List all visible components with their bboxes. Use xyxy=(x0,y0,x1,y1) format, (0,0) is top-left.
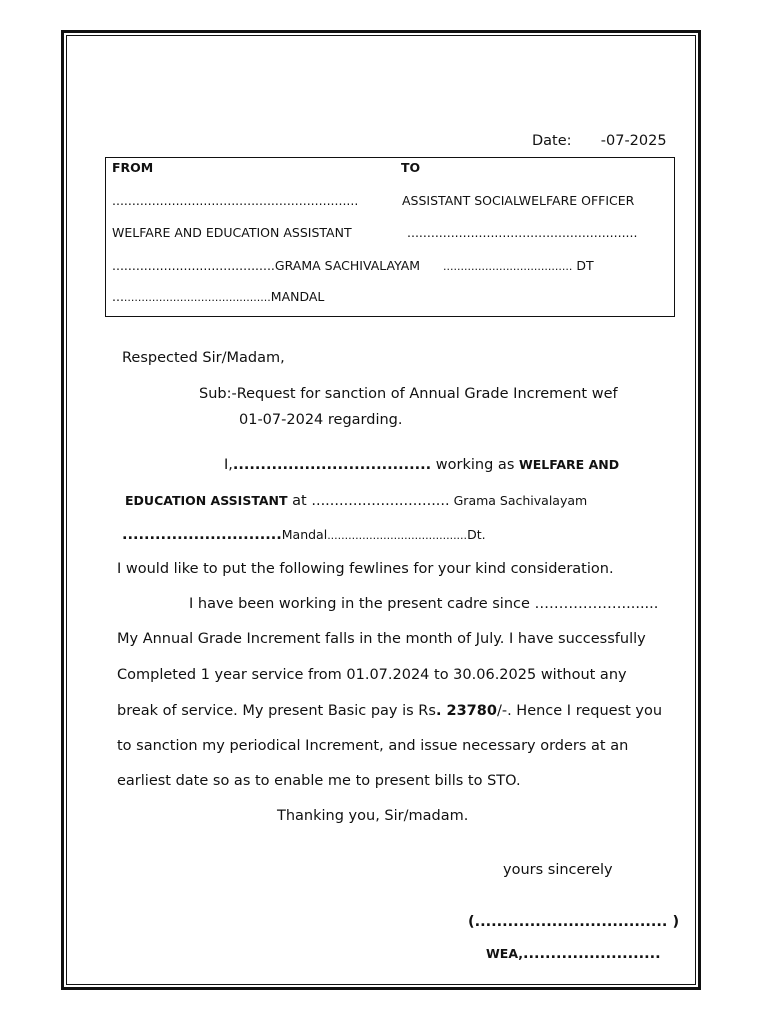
to-district xyxy=(443,260,594,273)
date-value: -07-2025 xyxy=(600,133,667,149)
intro-grama: Grama Sachivalayam xyxy=(449,493,588,508)
body-line-5-a: break of service. My present Basic pay is Rs xyxy=(117,703,436,719)
to-place-dots: .......................................................... xyxy=(407,225,638,240)
date-label: Date: xyxy=(532,133,572,149)
body-line-2-dots: ………………........ xyxy=(534,596,659,612)
intro-dt-dots: ........................................ xyxy=(327,529,468,542)
intro-at-dots: .............................. xyxy=(311,493,450,509)
subject-line-1: Sub:-Request for sanction of Annual Grade Increment wef xyxy=(199,386,618,402)
intro-designation-2: EDUCATION ASSISTANT xyxy=(125,493,288,508)
intro-line-1 xyxy=(224,458,619,473)
from-mandal-dots-a: ... xyxy=(112,289,124,304)
body-line-2 xyxy=(189,597,658,612)
intro-mandal: Mandal xyxy=(281,527,328,542)
intro-mandal-dots: ............................. xyxy=(122,527,282,543)
intro-working-as: working as xyxy=(431,457,519,473)
wea-label: WEA, xyxy=(486,946,523,961)
intro-line-3 xyxy=(122,528,486,543)
thanking-line: Thanking you, Sir/madam. xyxy=(277,808,469,824)
basic-pay-amount: . 23780 xyxy=(435,703,497,719)
from-name-dots: .............................................................. xyxy=(112,193,359,208)
to-district-text: DT xyxy=(576,258,594,273)
from-mandal xyxy=(112,291,324,304)
from-designation: WELFARE AND EDUCATION ASSISTANT xyxy=(112,225,352,240)
to-officer: ASSISTANT SOCIALWELFARE OFFICER xyxy=(402,193,635,208)
intro-line-2 xyxy=(125,494,587,509)
intro-name-dots: .................................... xyxy=(232,457,432,473)
signature-placeholder: (................................... ) xyxy=(468,914,680,930)
intro-at: at xyxy=(287,493,312,509)
body-line-7: earliest date so as to enable me to present bills to STO. xyxy=(117,773,521,789)
subject-line-2: 01-07-2024 regarding. xyxy=(239,412,403,428)
body-line-1: I would like to put the following fewlines for your kind consideration. xyxy=(117,561,614,577)
wea-dots: ......................... xyxy=(522,946,661,962)
from-mandal-dots-b: .......................................... xyxy=(123,291,271,304)
from-sachivalayam-dots: ......................................... xyxy=(112,258,275,273)
body-line-3: My Annual Grade Increment falls in the month of July. I have successfully xyxy=(117,631,646,647)
from-sachivalayam-text: GRAMA SACHIVALAYAM xyxy=(274,258,421,273)
body-line-4: Completed 1 year service from 01.07.2024 to 30.06.2025 without any xyxy=(117,667,627,683)
body-line-5-c: /-. Hence I request you xyxy=(496,703,663,719)
body-line-5 xyxy=(117,704,662,719)
from-mandal-text: MANDAL xyxy=(270,289,325,304)
date-line xyxy=(532,134,667,149)
to-district-dots: ..................................... xyxy=(443,260,573,273)
body-line-2-text: I have been working in the present cadre since xyxy=(189,596,535,612)
wea-line xyxy=(486,947,661,962)
intro-i: I, xyxy=(224,457,233,473)
yours-sincerely: yours sincerely xyxy=(503,862,613,878)
from-label: FROM xyxy=(112,160,154,175)
intro-dt: Dt. xyxy=(467,527,486,542)
salutation: Respected Sir/Madam, xyxy=(122,350,285,366)
to-label: TO xyxy=(401,160,421,175)
body-line-6: to sanction my periodical Increment, and issue necessary orders at an xyxy=(117,738,629,754)
from-sachivalayam xyxy=(112,260,420,273)
intro-designation-1: WELFARE AND xyxy=(518,457,620,472)
